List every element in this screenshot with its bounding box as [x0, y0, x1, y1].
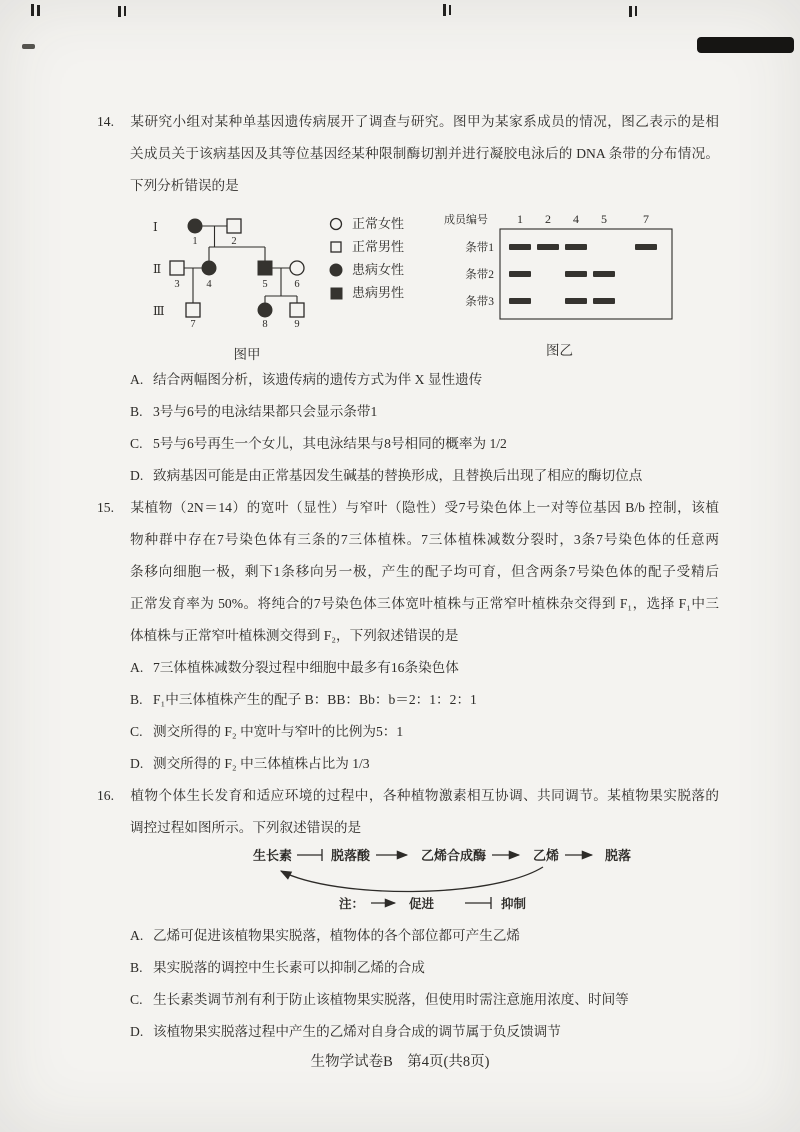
q15-stem-line: 条移向细胞一极，剩下1条移向另一极，产生的配子均可育，但含两条7号染色体的配子受精后 [130, 564, 719, 579]
gel-column-1: 1 [517, 212, 523, 226]
q15-stem-text: 某植物（2N＝14）的宽叶（显性）与窄叶（隐性）受7号染色体上一对等位基因 B/b 控制，该植 [130, 500, 719, 515]
page-content [97, 106, 719, 1048]
figure-jia-caption: 图甲 [233, 347, 261, 362]
gel-band-row2-member-1 [509, 271, 531, 277]
gel-header-label: 成员编号 [444, 214, 488, 226]
scan-mark [635, 6, 637, 16]
legend-affected-male [329, 281, 404, 304]
inhibit-label: 抑制 [501, 897, 527, 911]
q15-stem-line [97, 492, 719, 524]
q14-stem-line: 关成员关于该病基因及其等位基因经某种限制酶切割并进行凝胶电泳后的 DNA 条带的分布情况。 [130, 146, 719, 161]
q14-option-d: D. 致病基因可能是由正常基因发生碱基的替换形成，且替换后出现了相应的酶切位点 [130, 468, 643, 483]
q15-option-d: D. 测交所得的 F₂ 中三体植株占比为 1/3 [130, 756, 370, 771]
member-8-number: 8 [262, 319, 268, 330]
node-auxin: 生长素 [253, 848, 293, 863]
scan-mark [449, 5, 451, 15]
node-ethylene: 乙烯 [533, 848, 560, 863]
q16-option-b: B. 果实脱落的调控中生长素可以抑制乙烯的合成 [130, 960, 425, 975]
gel-band-row3-member-1 [509, 298, 531, 304]
normal-male-icon [329, 240, 343, 254]
q16-number: 16. [97, 788, 114, 803]
q14-number: 14. [97, 114, 114, 129]
q14-stem-text: 某研究小组对某种单基因遗传病展开了调查与研究。图甲为某家系成员的情况，图乙表示的是相 [130, 114, 719, 129]
question-16 [97, 780, 719, 1048]
gel-figure [442, 208, 677, 328]
generation-3-label: Ⅲ [153, 304, 165, 318]
q15-number: 15. [97, 500, 114, 515]
normal-female-icon [329, 217, 343, 231]
gel-column-4: 4 [573, 212, 579, 226]
gel-band-row1-member-1 [509, 244, 531, 250]
q16-option-a: A. 乙烯可促进该植物果实脱落，植物体的各个部位都可产生乙烯 [130, 928, 521, 943]
q15-stem-line: 正常发育率为 50%。将纯合的7号染色体三体宽叶植株与正常窄叶植株杂交得到 F₁，选择 F₁中三 [130, 596, 719, 611]
gel-figure-wrap [442, 208, 677, 360]
member-7-normal-male-icon [186, 303, 200, 317]
q15-option-b: B. F₁中三体植株产生的配子 B：BB：Bb：b＝2：1：2：1 [130, 692, 477, 707]
q15-stem-line: 物种群中存在7号染色体有三条的7三体植株。7三体植株减数分裂时，3条7号染色体的任意两 [130, 532, 719, 547]
scan-mark [118, 6, 121, 17]
ethylene-feedback-arc-arrow [281, 867, 543, 892]
node-abscisic-acid: 脱落酸 [331, 848, 371, 863]
q14-figures [97, 202, 719, 364]
scan-smudge [22, 44, 35, 49]
member-2-number: 2 [231, 236, 237, 247]
scan-mark [443, 4, 446, 16]
scan-mark [37, 5, 40, 16]
gel-column-5: 5 [601, 212, 607, 226]
generation-1-label: Ⅰ [153, 220, 158, 234]
gel-band-row2-member-4 [565, 271, 587, 277]
hormone-pathway-figure [253, 844, 733, 920]
page-footer: 生物学试卷B 第4页(共8页) [310, 1054, 490, 1070]
q16-stem-line [97, 780, 719, 812]
legend-label: 正常女性 [352, 215, 405, 231]
pedigree-legend [329, 212, 404, 304]
figure-yi-caption: 图乙 [546, 343, 573, 358]
legend-label: 患病女性 [352, 261, 405, 277]
q15-stem-line: 体植株与正常窄叶植株测交得到 F₂，下列叙述错误的是 [130, 628, 459, 643]
pedigree-figure-wrap [147, 210, 347, 364]
q14-option-a: A. 结合两幅图分析，该遗传病的遗传方式为伴 X 显性遗传 [130, 372, 483, 387]
member-8-affected-female-icon [258, 303, 272, 317]
note-prefix: 注： [339, 897, 365, 911]
member-5-affected-male-icon [258, 261, 272, 275]
member-2-normal-male-icon [227, 219, 241, 233]
generation-2-label: Ⅱ [153, 262, 162, 276]
scan-mark [31, 4, 34, 16]
member-7-number: 7 [190, 319, 196, 330]
promote-label: 促进 [409, 897, 435, 911]
q16-stem-line: 调控过程如图所示。下列叙述错误的是 [130, 820, 362, 835]
pedigree-connector-lines [184, 226, 300, 303]
member-3-normal-male-icon [170, 261, 184, 275]
pedigree-figure [147, 210, 347, 332]
affected-female-icon [329, 263, 343, 277]
node-abscission: 脱落 [605, 848, 632, 863]
member-1-affected-female-icon [188, 219, 202, 233]
scan-black-bar [697, 37, 794, 53]
q14-stem-line [97, 106, 719, 138]
affected-male-icon [329, 286, 343, 300]
gel-row-label-2: 条带2 [465, 269, 494, 281]
gel-band-row1-member-4 [565, 244, 587, 250]
hormone-pathway-figure-wrap [97, 844, 719, 920]
q14-option-c: C. 5号与6号再生一个女儿，其电泳结果与8号相同的概率为 1/2 [130, 436, 507, 451]
member-4-affected-female-icon [202, 261, 216, 275]
gel-band-row1-member-2 [537, 244, 559, 250]
member-9-number: 9 [294, 319, 300, 330]
member-4-number: 4 [206, 279, 212, 290]
legend-label: 正常男性 [352, 238, 405, 254]
member-9-normal-male-icon [290, 303, 304, 317]
question-14 [97, 106, 719, 492]
gel-column-2: 2 [545, 212, 551, 226]
gel-row-label-3: 条带3 [465, 296, 494, 308]
q16-option-d: D. 该植物果实脱落过程中产生的乙烯对自身合成的调节属于负反馈调节 [130, 1024, 561, 1039]
gel-band-row3-member-5 [593, 298, 615, 304]
gel-band-row2-member-5 [593, 271, 615, 277]
gel-band-row1-member-7 [635, 244, 657, 250]
q15-option-a: A. 7三体植株减数分裂过程中细胞中最多有16条染色体 [130, 660, 459, 675]
member-1-number: 1 [192, 236, 198, 247]
q16-stem-text: 植物个体生长发育和适应环境的过程中，各种植物激素相互协调、共同调节。某植物果实脱落的 [130, 788, 719, 803]
member-5-number: 5 [262, 279, 268, 290]
gel-bands [509, 244, 657, 304]
q14-option-b: B. 3号与6号的电泳结果都只会显示条带1 [130, 404, 378, 419]
question-15 [97, 492, 719, 780]
member-3-number: 3 [174, 279, 180, 290]
scan-mark [124, 6, 126, 16]
gel-column-7: 7 [643, 212, 649, 226]
gel-band-row3-member-4 [565, 298, 587, 304]
q14-stem-line: 下列分析错误的是 [130, 178, 239, 193]
legend-label: 患病男性 [352, 284, 405, 300]
gel-row-label-1: 条带1 [465, 242, 494, 254]
q16-option-c: C. 生长素类调节剂有利于防止该植物果实脱落，但使用时需注意施用浓度、时间等 [130, 992, 629, 1007]
node-ethylene-synthase: 乙烯合成酶 [421, 848, 487, 863]
scan-mark [629, 6, 632, 17]
member-6-normal-female-icon [290, 261, 304, 275]
member-6-number: 6 [294, 279, 300, 290]
q15-option-c: C. 测交所得的 F₂ 中宽叶与窄叶的比例为5：1 [130, 724, 404, 739]
